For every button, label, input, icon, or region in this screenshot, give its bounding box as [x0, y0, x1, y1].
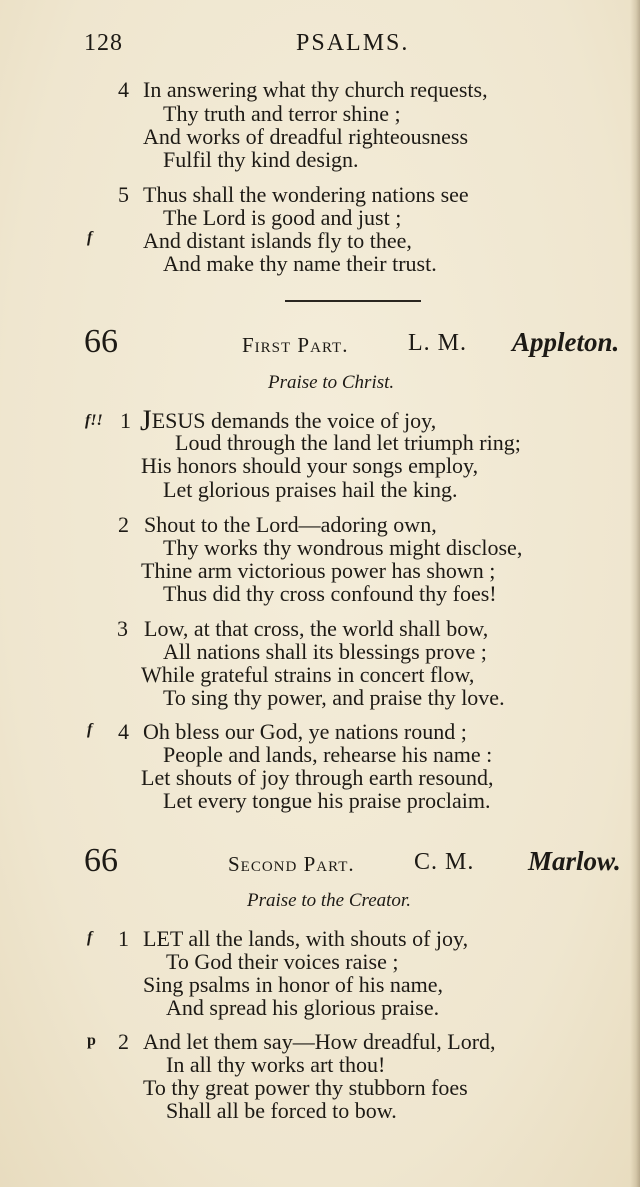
dynamic-mark: f!!	[85, 412, 103, 429]
hymn-number: 66	[84, 323, 118, 360]
verse-line: Thus shall the wondering nations see	[143, 182, 469, 207]
verse-line: Loud through the land let triumph ring;	[175, 430, 521, 455]
verse-line: His honors should your songs employ,	[141, 453, 479, 478]
verse-number: 1	[118, 926, 129, 951]
dynamic-mark: f	[87, 229, 93, 246]
verse-line: All nations shall its blessings prove ;	[163, 639, 487, 664]
verse-line: While grateful strains in concert flow,	[141, 662, 475, 687]
hymn-subtitle: Praise to Christ.	[268, 372, 395, 393]
verse-line: LET all the lands, with shouts of joy,	[143, 926, 469, 951]
verse-number: 3	[117, 616, 128, 641]
hymn-part: Second Part.	[228, 852, 355, 876]
verse-line: And works of dreadful righteousness	[143, 124, 469, 149]
verse-line: In answering what thy church requests,	[143, 77, 488, 102]
running-head: PSALMS.	[296, 30, 410, 56]
verse-line: Shall all be forced to bow.	[166, 1098, 397, 1123]
page-edge-shadow	[630, 0, 640, 1187]
verse-line: JESUS demands the voice of joy,	[140, 404, 437, 437]
verse-line: Let every tongue his praise proclaim.	[163, 788, 491, 813]
page-number: 128	[84, 30, 123, 56]
verse-line: People and lands, rehearse his name :	[163, 742, 493, 767]
dynamic-mark: f	[87, 929, 93, 946]
verse-line: Let glorious praises hail the king.	[163, 477, 458, 502]
verse-line: And make thy name their trust.	[163, 251, 437, 276]
verse-line: To God their voices raise ;	[166, 949, 399, 974]
verse-number: 5	[118, 182, 129, 207]
hymn-meter: L. M.	[408, 330, 467, 356]
verse-line: To thy great power thy stubborn foes	[143, 1075, 468, 1100]
verse-number: 2	[118, 512, 129, 537]
verse-line: And spread his glorious praise.	[166, 995, 440, 1020]
verse-line: And let them say—How dreadful, Lord,	[143, 1029, 496, 1054]
verse-number: 1	[120, 408, 131, 433]
verse-line: Let shouts of joy through earth resound,	[141, 765, 494, 790]
dynamic-mark: p	[87, 1032, 96, 1049]
verse-line: To sing thy power, and praise thy love.	[163, 685, 505, 710]
verse-number: 4	[118, 719, 129, 744]
hymn-subtitle: Praise to the Creator.	[247, 890, 411, 911]
hymn-part: First Part.	[242, 333, 349, 357]
verse-line: Thus did thy cross confound thy foes!	[163, 581, 497, 606]
tune-name: Marlow.	[528, 846, 621, 876]
verse-line: Thine arm victorious power has shown ;	[141, 558, 496, 583]
tune-name: Appleton.	[512, 327, 620, 357]
verse-line: In all thy works art thou!	[166, 1052, 386, 1077]
verse-line: And distant islands fly to thee,	[143, 228, 412, 253]
verse-line: Low, at that cross, the world shall bow,	[144, 616, 489, 641]
dynamic-mark: f	[87, 721, 93, 738]
section-divider	[285, 300, 421, 302]
hymn-number: 66	[84, 842, 118, 879]
verse-line: Fulfil thy kind design.	[163, 147, 359, 172]
page-header	[84, 30, 414, 62]
verse-line: Sing psalms in honor of his name,	[143, 972, 444, 997]
verse-line: The Lord is good and just ;	[163, 205, 402, 230]
verse-number: 4	[118, 77, 129, 102]
verse-line: Thy works thy wondrous might disclose,	[163, 535, 523, 560]
hymn-meter: C. M.	[414, 849, 475, 875]
verse-line: Thy truth and terror shine ;	[163, 101, 401, 126]
verse-line: Oh bless our God, ye nations round ;	[143, 719, 467, 744]
verse-line: Shout to the Lord—adoring own,	[144, 512, 437, 537]
verse-number: 2	[118, 1029, 129, 1054]
